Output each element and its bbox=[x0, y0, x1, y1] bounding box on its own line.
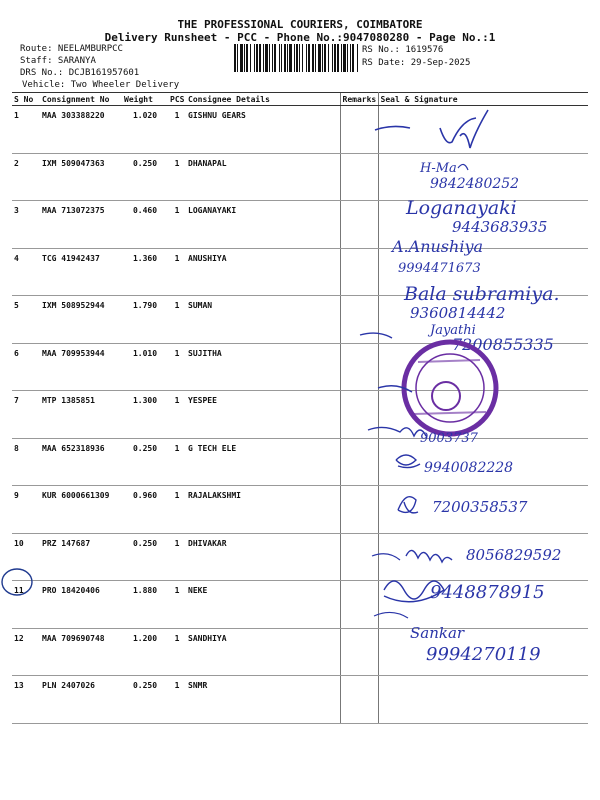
row-consignee: RAJALAKSHMI bbox=[186, 486, 340, 534]
signature-scribble bbox=[375, 110, 488, 148]
row-consignment-no: PLN 2407026 bbox=[40, 676, 122, 724]
row-sno: 12 bbox=[12, 628, 40, 676]
handwritten-name: A.Anushiya bbox=[392, 237, 484, 256]
row-consignee: ANUSHIYA bbox=[186, 248, 340, 296]
row-sno: 9 bbox=[12, 486, 40, 534]
row-weight: 1.010 bbox=[122, 343, 168, 391]
signature-scribble bbox=[396, 455, 420, 468]
col-header-consignment: Consignment No bbox=[40, 93, 122, 106]
row-pcs: 1 bbox=[168, 201, 186, 249]
handwritten-phone: 7200358537 bbox=[432, 498, 528, 516]
vehicle-label: Vehicle: Two Wheeler Delivery bbox=[22, 80, 180, 90]
rs-number: RS No.: 1619576 bbox=[362, 45, 444, 55]
signature-scribble bbox=[398, 497, 418, 513]
row-consignee: YESPEE bbox=[186, 391, 340, 439]
row-weight: 1.880 bbox=[122, 581, 168, 629]
row-sno: 6 bbox=[12, 343, 40, 391]
handwritten-phone: 9360814442 bbox=[410, 304, 506, 322]
row-consignment-no: IXM 509047363 bbox=[40, 153, 122, 201]
signature-scribble bbox=[458, 164, 468, 170]
handwritten-initials: H-Ma bbox=[420, 161, 457, 176]
row-pcs: 1 bbox=[168, 248, 186, 296]
col-header-weight: Weight bbox=[122, 93, 168, 106]
row-consignee: NEKE bbox=[186, 581, 340, 629]
signature-scribble bbox=[372, 554, 400, 560]
signature-scribble bbox=[378, 386, 412, 392]
row-pcs: 1 bbox=[168, 296, 186, 344]
row-pcs: 1 bbox=[168, 486, 186, 534]
drs-label: DRS No.: DCJB161957601 bbox=[20, 68, 140, 78]
row-pcs: 1 bbox=[168, 106, 186, 154]
handwritten-phone: 9842480252 bbox=[430, 176, 520, 192]
handwritten-phone: 9448878915 bbox=[430, 582, 545, 603]
row-consignment-no: PRZ 147687 bbox=[40, 533, 122, 581]
row-pcs: 1 bbox=[168, 676, 186, 724]
signature-scribble bbox=[374, 612, 408, 618]
row-consignee: LOGANAYAKI bbox=[186, 201, 340, 249]
row-weight: 1.790 bbox=[122, 296, 168, 344]
col-header-signature: Seal & Signature bbox=[378, 93, 588, 106]
row-sno: 2 bbox=[12, 153, 40, 201]
signature-scribble bbox=[368, 427, 426, 436]
row-weight: 1.200 bbox=[122, 628, 168, 676]
row-weight: 1.300 bbox=[122, 391, 168, 439]
company-seal bbox=[404, 342, 496, 434]
row-sno: 5 bbox=[12, 296, 40, 344]
handwritten-phone: 9003737 bbox=[420, 431, 478, 446]
row-consignment-no: MAA 713072375 bbox=[40, 201, 122, 249]
row-sno: 10 bbox=[12, 533, 40, 581]
handwritten-phone: 7200855335 bbox=[452, 335, 554, 354]
row-sno: 13 bbox=[12, 676, 40, 724]
row-consignee: SNMR bbox=[186, 676, 340, 724]
rs-date: RS Date: 29-Sep-2025 bbox=[362, 58, 471, 68]
row-pcs: 1 bbox=[168, 438, 186, 486]
row-consignment-no: KUR 6000661309 bbox=[40, 486, 122, 534]
row-consignee: SUJITHA bbox=[186, 343, 340, 391]
row-consignment-no: PRO 18420406 bbox=[40, 581, 122, 629]
row-weight: 0.960 bbox=[122, 486, 168, 534]
page-title: THE PROFESSIONAL COURIERS, COIMBATORE bbox=[177, 18, 423, 31]
row-consignment-no: MTP 1385851 bbox=[40, 391, 122, 439]
row-sno: 11 bbox=[12, 581, 40, 629]
row-pcs: 1 bbox=[168, 581, 186, 629]
row-consignment-no: MAA 709953944 bbox=[40, 343, 122, 391]
row-weight: 0.250 bbox=[122, 153, 168, 201]
col-header-pcs: PCS bbox=[170, 94, 185, 104]
handwritten-name: Bala subramiya. bbox=[404, 283, 560, 305]
row-sno: 3 bbox=[12, 201, 40, 249]
col-header-consignee: Consignee Details bbox=[186, 93, 340, 106]
row-consignee: SANDHIYA bbox=[186, 628, 340, 676]
row-weight: 0.250 bbox=[122, 533, 168, 581]
row-pcs: 1 bbox=[168, 391, 186, 439]
row-consignment-no: MAA 303388220 bbox=[40, 106, 122, 154]
row-weight: 0.250 bbox=[122, 438, 168, 486]
signature-scribble bbox=[360, 333, 392, 338]
row-weight: 1.360 bbox=[122, 248, 168, 296]
row-consignee: DHIVAKAR bbox=[186, 533, 340, 581]
handwritten-phone: 9994471673 bbox=[398, 261, 481, 276]
row-sno: 1 bbox=[12, 106, 40, 154]
staff-label: Staff: SARANYA bbox=[20, 56, 96, 66]
col-header-remarks: Remarks bbox=[340, 93, 378, 106]
row-consignment-no: MAA 709690748 bbox=[40, 628, 122, 676]
row-sno: 8 bbox=[12, 438, 40, 486]
handwritten-name: Sankar bbox=[410, 624, 465, 642]
route-label: Route: NEELAMBURPCC bbox=[20, 44, 123, 54]
row-consignment-no: MAA 652318936 bbox=[40, 438, 122, 486]
row-consignee: G TECH ELE bbox=[186, 438, 340, 486]
row-consignee: DHANAPAL bbox=[186, 153, 340, 201]
signature-scribble bbox=[406, 550, 452, 562]
row-weight: 1.020 bbox=[122, 106, 168, 154]
row-pcs: 1 bbox=[168, 533, 186, 581]
row-consignment-no: IXM 508952944 bbox=[40, 296, 122, 344]
handwritten-phone: 9994270119 bbox=[426, 644, 541, 665]
handwritten-phone: 9940082228 bbox=[424, 460, 514, 476]
page-subtitle: Delivery Runsheet - PCC - Phone No.:9047080280 - Page No.:1 bbox=[104, 31, 496, 44]
row-sno: 7 bbox=[12, 391, 40, 439]
row-pcs: 1 bbox=[168, 628, 186, 676]
row-consignee: SUMAN bbox=[186, 296, 340, 344]
handwritten-name: Loganayaki bbox=[406, 197, 517, 219]
handwritten-phone: 8056829592 bbox=[466, 546, 562, 564]
row-weight: 0.250 bbox=[122, 676, 168, 724]
row-sno: 4 bbox=[12, 248, 40, 296]
row-consignment-no: TCG 41942437 bbox=[40, 248, 122, 296]
col-header-sno: S No bbox=[12, 93, 40, 106]
row-weight: 0.460 bbox=[122, 201, 168, 249]
row-pcs: 1 bbox=[168, 343, 186, 391]
row-pcs: 1 bbox=[168, 153, 186, 201]
row-consignee: GISHNU GEARS bbox=[186, 106, 340, 154]
handwritten-name: Jayathi bbox=[430, 323, 476, 338]
handwritten-phone: 9443683935 bbox=[452, 218, 548, 236]
row-12-circle-mark bbox=[2, 569, 32, 595]
